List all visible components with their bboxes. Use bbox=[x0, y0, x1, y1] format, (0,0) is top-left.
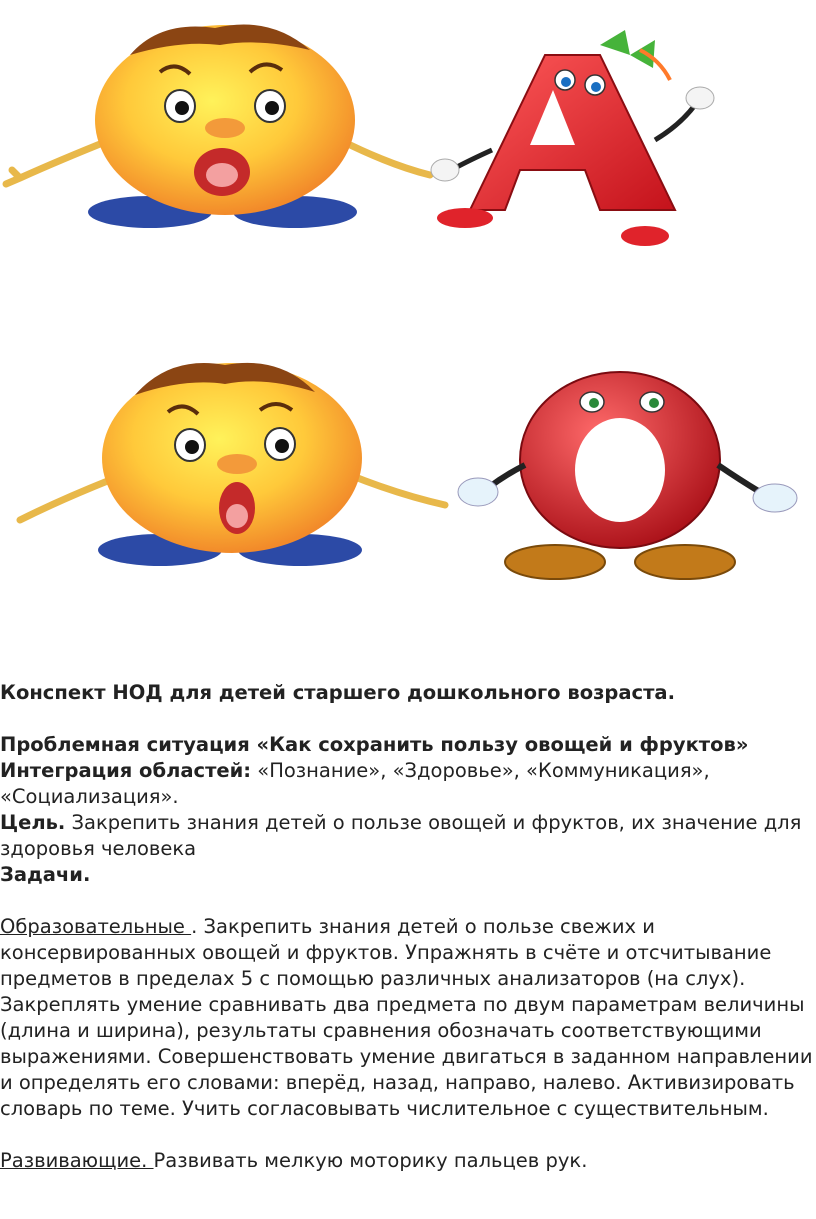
face-letter-a-picture bbox=[0, 0, 816, 270]
developmental-paragraph bbox=[0, 1148, 816, 1174]
educational-text: . Закрепить знания детей о пользе свежих и консервированных овощей и фруктов. Упражнять в счёте и отсчитывание предметов в пределах 5 с помощью различных анализаторов (на слух). Закреплять умение сравнивать два предмета по двум параметрам величины (длина и ширина), результаты сравнения обозначать соответствующими выражениями. Совершенствовать умение двигаться в заданном направлении и определять его словами: вперёд, назад, направо, налево. Активизировать словарь по теме. Учить согласовывать числительное с существительным. bbox=[0, 915, 813, 1120]
goal-label: Цель. bbox=[0, 811, 66, 834]
integration-label: Интеграция областей: bbox=[0, 759, 252, 782]
developmental-label: Развивающие. bbox=[0, 1149, 154, 1172]
tasks-heading: Задачи. bbox=[0, 863, 91, 886]
integration-text: «Познание», «Здоровье», «Коммуникация», «Социализация». bbox=[0, 759, 710, 808]
goal-text: Закрепить знания детей о пользе овощей и фруктов, их значение для здоровья человека bbox=[0, 811, 802, 860]
integration-paragraph bbox=[0, 758, 816, 810]
problem-situation: Проблемная ситуация «Как сохранить пользу овощей и фруктов» bbox=[0, 733, 749, 756]
illustration-face-letter-a bbox=[0, 0, 816, 270]
goal-paragraph bbox=[0, 810, 816, 862]
illustration-face-letter-o bbox=[0, 340, 816, 600]
face-letter-o-picture bbox=[0, 340, 816, 600]
educational-label: Образовательные bbox=[0, 915, 192, 938]
lesson-plan-text bbox=[0, 680, 816, 1174]
educational-paragraph bbox=[0, 914, 816, 1122]
document-title: Конспект НОД для детей старшего дошкольного возраста. bbox=[0, 681, 675, 704]
developmental-text: Развивать мелкую моторику пальцев рук. bbox=[153, 1149, 588, 1172]
